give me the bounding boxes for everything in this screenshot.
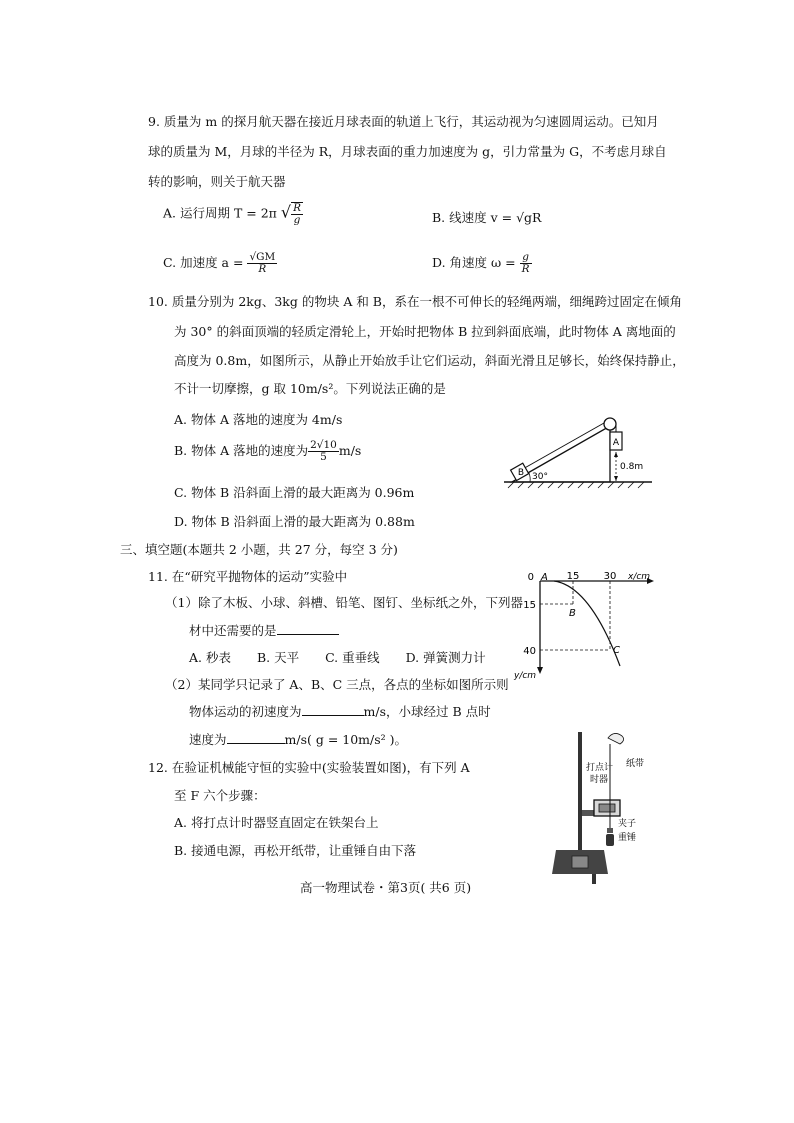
point-a-label: A bbox=[541, 572, 548, 583]
q11-initial-velocity-blank[interactable] bbox=[302, 703, 364, 716]
block-a-label: A bbox=[612, 438, 620, 448]
page-footer: 高一物理试卷・第3页( 共6 页) bbox=[300, 880, 472, 895]
q11-choices bbox=[189, 648, 486, 666]
table-edge bbox=[592, 874, 596, 884]
y-axis-label: y/cm bbox=[514, 671, 537, 681]
height-arrow-top bbox=[614, 452, 618, 457]
q9-option-b: B. 线速度 v = √gR bbox=[432, 210, 542, 225]
q9-option-a: A. 运行周期 T = 2π √ $\frac{R}{g}$ bbox=[163, 202, 301, 227]
height-label: 0.8m bbox=[620, 462, 644, 472]
q12-line1: 12. 在验证机械能守恒的实验中(实验装置如图)，有下列 A bbox=[148, 760, 470, 775]
angle-arc bbox=[529, 473, 530, 482]
rope-incline bbox=[514, 423, 604, 474]
x-axis-label: x/cm bbox=[628, 572, 651, 582]
timer-label-line1: 打点计 bbox=[586, 763, 614, 773]
q10-option-b: B. 物体 A 落地的速度为 $\frac{2√10}{5}$ m/s bbox=[174, 439, 362, 464]
origin-label: 0 bbox=[527, 572, 534, 583]
q10-option-a: A. 物体 A 落地的速度为 4m/s bbox=[174, 412, 343, 427]
point-b-label: B bbox=[569, 608, 576, 619]
heavy-weight bbox=[606, 834, 614, 846]
section-3-title: 三、填空题(本题共 2 小题，共 27 分，每空 3 分) bbox=[120, 542, 398, 557]
q11-choice-a: A. 秒表 bbox=[189, 650, 231, 665]
y-tick-15: 15 bbox=[523, 600, 536, 611]
free-fall-apparatus-figure bbox=[548, 728, 648, 888]
q11-part2-line1: （2）某同学只记录了 A、B、C 三点，各点的坐标如图所示则 bbox=[165, 677, 509, 692]
y-tick-40: 40 bbox=[523, 646, 536, 657]
timer-inner bbox=[599, 804, 615, 812]
q10-option-d: D. 物体 B 沿斜面上滑的最大距离为 0.88m bbox=[174, 514, 415, 529]
incline-pulley-figure bbox=[500, 408, 660, 496]
q11-choice-b: B. 天平 bbox=[256, 650, 300, 665]
height-arrow-bottom bbox=[614, 476, 618, 481]
hand-icon bbox=[608, 733, 624, 744]
base-block bbox=[572, 856, 588, 868]
point-c-label: C bbox=[613, 645, 620, 656]
q11-part2-line3: 速度为 m/s( g = 10m/s² )。 bbox=[189, 732, 408, 747]
q11-part2-line2: 物体运动的初速度为 m/s，小球经过 B 点时 bbox=[189, 704, 491, 719]
q12-step-b: B. 接通电源，再松开纸带，让重锤自由下落 bbox=[174, 843, 417, 858]
q11-choice-c: C. 重垂线 bbox=[325, 650, 380, 665]
q10-line4: 不计一切摩擦，g 取 10m/s²。下列说法正确的是 bbox=[174, 381, 446, 396]
pulley bbox=[604, 418, 616, 430]
clip bbox=[607, 828, 613, 833]
q9-option-c: C. 加速度 a = $\frac{√GM}{R}$ bbox=[163, 251, 276, 276]
q9-line1: 9. 质量为 m 的探月航天器在接近月球表面的轨道上飞行，其运动视为匀速圆周运动。已知月 bbox=[148, 114, 659, 129]
tape-label: 纸带 bbox=[626, 759, 645, 769]
angle-label: 30° bbox=[532, 472, 548, 482]
q11-part1-line2: 材中还需要的是 bbox=[189, 621, 339, 639]
q9-line2: 球的质量为 M，月球的半径为 R，月球表面的重力加速度为 g，引力常量为 G，不考虑月球自 bbox=[148, 144, 667, 159]
timer-label-line2: 时器 bbox=[590, 775, 609, 785]
q11-choice-d: D. 弹簧测力计 bbox=[405, 650, 486, 665]
q10-line1: 10. 质量分别为 2kg、3kg 的物块 A 和 B，系在一根不可伸长的轻绳两端，细绳跨过固定在倾角 bbox=[148, 294, 682, 309]
weight-label: 重锤 bbox=[618, 833, 637, 843]
block-b-label: B bbox=[517, 468, 525, 478]
iron-stand-rod bbox=[578, 732, 582, 850]
q11-part1-line1: （1）除了木板、小球、斜槽、铅笔、图钉、坐标纸之外，下列器 bbox=[165, 595, 523, 610]
ground-hatching bbox=[508, 482, 644, 488]
q9-option-d: D. 角速度 ω = $\frac{g}{R}$ bbox=[432, 251, 530, 276]
q11-b-velocity-blank[interactable] bbox=[227, 731, 285, 744]
y-axis-arrow bbox=[537, 667, 543, 674]
q12-step-a: A. 将打点计时器竖直固定在铁架台上 bbox=[174, 815, 379, 830]
projectile-coordinate-figure bbox=[510, 566, 660, 686]
q12-line2: 至 F 六个步骤： bbox=[174, 788, 266, 803]
q11-part1-answer-blank[interactable] bbox=[277, 622, 339, 635]
q10-line3: 高度为 0.8m，如图所示，从静止开始放手让它们运动，斜面光滑且足够长，始终保持静止， bbox=[174, 353, 685, 368]
q10-line2: 为 30° 的斜面顶端的轻质定滑轮上，开始时把物体 B 拉到斜面底端，此时物体 A 离地面的 bbox=[174, 324, 676, 339]
q9-line3: 转的影响，则关于航天器 bbox=[148, 174, 286, 189]
clip-label: 夹子 bbox=[618, 819, 637, 829]
x-tick-15: 15 bbox=[566, 571, 580, 582]
q11-title: 11. 在“研究平抛物体的运动”实验中 bbox=[148, 569, 348, 584]
x-tick-30: 30 bbox=[603, 571, 617, 582]
q10-option-c: C. 物体 B 沿斜面上滑的最大距离为 0.96m bbox=[174, 485, 415, 500]
